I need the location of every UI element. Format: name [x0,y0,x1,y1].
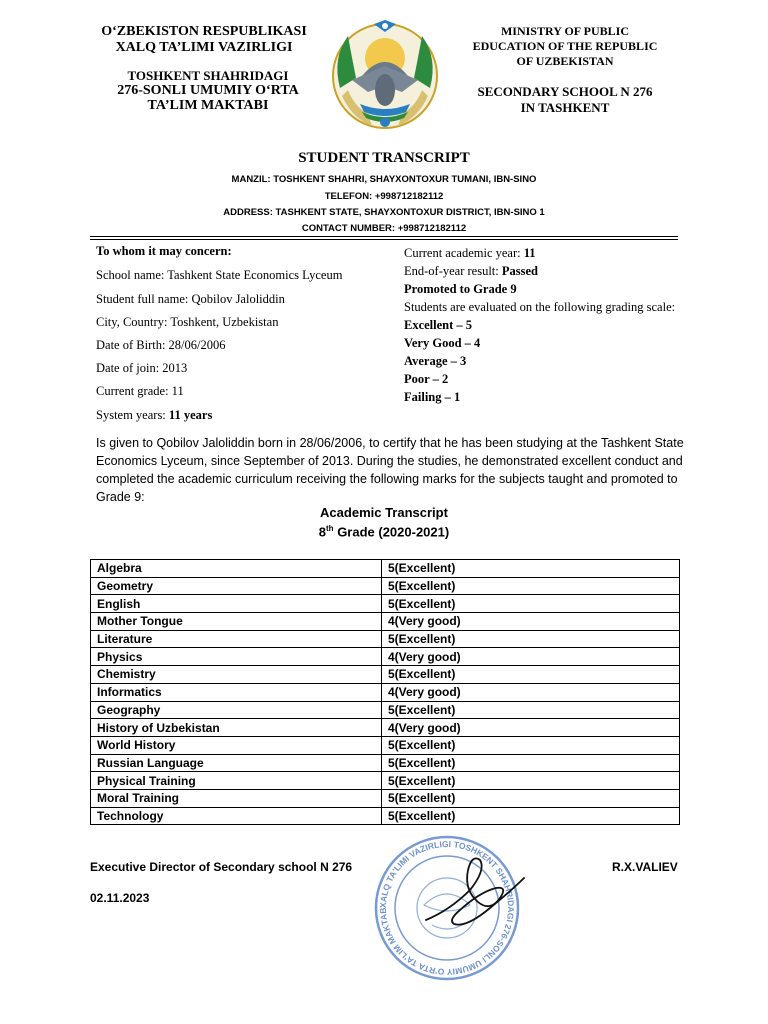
header-left-line4: 276-SONLI UMUMIY O‘RTA [117,83,299,98]
subject-cell: Geometry [91,577,382,595]
mark-cell: 5(Excellent) [382,630,680,648]
academic-year-value: 11 [523,246,536,260]
header-left-line5: TA’LIM MAKTABI [147,98,269,113]
greeting: To whom it may concern: [96,244,232,258]
grades-table [90,559,680,825]
mark-cell: 4(Very good) [382,613,680,631]
table-row [91,736,680,754]
table-row [91,577,680,595]
subject-cell: Physics [91,648,382,666]
header-left-school [92,68,324,113]
header-right-line1: MINISTRY OF PUBLIC [500,24,630,38]
signature-icon [420,850,530,930]
table-row [91,630,680,648]
student-name: Student full name: Qobilov Jaloliddin [96,292,285,306]
certification-paragraph: Is given to Qobilov Jaloliddin born in 28/06/2006, to certify that he has been studying at the Tashkent State Economics Lyceum, since September of 2013. During the studies, he demonstrated excellent conduct and completed the academic curriculum receiving the following marks for the subjects taught and promoted to Grade 9: [96,436,684,504]
date-of-join: Date of join: 2013 [96,361,188,375]
system-years-value: 11 years [168,408,213,422]
subject-cell: Mother Tongue [91,613,382,631]
scale-excellent: Excellent – 5 [404,318,473,332]
transcript-grade-year [0,524,768,539]
signatory-role: Executive Director of Secondary school N 276 [90,860,353,874]
subject-cell: Physical Training [91,772,382,790]
subject-cell: Chemistry [91,666,382,684]
header-left-line2: XALQ TA’LIMI VAZIRLIGI [115,40,293,55]
subject-cell: World History [91,736,382,754]
school-name: School name: Tashkent State Economics Lyceum [96,268,343,282]
header-right-line3: OF UZBEKISTAN [516,54,614,68]
grade-rest: Grade (2020-2021) [333,524,450,540]
grading-scale-intro: Students are evaluated on the following grading scale: [404,300,676,314]
year-result-label: End-of-year result: [404,264,502,278]
stamp-text: XALQ TA'LIMI VAZIRLIGI TOSHKENT SHAHRIDAGI 276-SONLI UMUMIY O'RTA TA'LIM MAKTAB [377,838,517,978]
system-years-label: System years: [96,408,169,422]
mark-cell: 5(Excellent) [382,577,680,595]
subject-cell: English [91,595,382,613]
subject-cell: Technology [91,807,382,825]
mark-cell: 5(Excellent) [382,772,680,790]
contact-number: CONTACT NUMBER: +998712182112 [301,223,467,234]
header-right-school [460,84,670,116]
table-row [91,719,680,737]
mark-cell: 5(Excellent) [382,736,680,754]
header-right-line5: IN TASHKENT [520,100,610,115]
signatory-name: R.X.VALIEV [612,860,678,874]
subject-cell: Russian Language [91,754,382,772]
phone-uz: TELEFON: +998712182112 [324,191,444,202]
mark-cell: 5(Excellent) [382,595,680,613]
scale-failing: Failing – 1 [404,390,461,404]
subject-cell: Algebra [91,560,382,578]
transcript-heading: Academic Transcript [320,505,448,520]
table-row [91,683,680,701]
year-result [404,262,694,280]
table-row [91,701,680,719]
address-uz: MANZIL: TOSHKENT SHAHRI, SHAYXONTOXUR TUMANI, IBN-SINO [231,174,537,185]
header-right-ministry [460,24,670,69]
mark-cell: 5(Excellent) [382,560,680,578]
document-title: STUDENT TRANSCRIPT [298,150,470,166]
state-emblem-icon [322,18,448,136]
mark-cell: 5(Excellent) [382,754,680,772]
header-divider [90,236,678,237]
table-row [91,789,680,807]
academic-year-label: Current academic year: [404,246,524,260]
scale-very-good: Very Good – 4 [404,336,481,350]
city-country: City, Country: Toshkent, Uzbekistan [96,315,279,329]
header-left-line3: TOSHKENT SHAHRIDAGI [127,68,289,83]
header-left-line1: O‘ZBEKISTON RESPUBLIKASI [101,24,307,39]
mark-cell: 4(Very good) [382,648,680,666]
table-row [91,807,680,825]
scale-average: Average – 3 [404,354,467,368]
address-en: ADDRESS: TASHKENT STATE, SHAYXONTOXUR DISTRICT, IBN-SINO 1 [223,207,545,218]
header-right-line4: SECONDARY SCHOOL N 276 [477,84,653,99]
table-row [91,560,680,578]
current-grade: Current grade: 11 [96,384,184,398]
subject-cell: History of Uzbekistan [91,719,382,737]
mark-cell: 4(Very good) [382,683,680,701]
table-row [91,666,680,684]
table-row [91,595,680,613]
subject-cell: Informatics [91,683,382,701]
year-result-value: Passed [501,264,539,278]
mark-cell: 5(Excellent) [382,789,680,807]
header-right-line2: EDUCATION OF THE REPUBLIC [472,39,658,53]
date-of-birth: Date of Birth: 28/06/2006 [96,338,226,352]
mark-cell: 5(Excellent) [382,807,680,825]
subject-cell: Geography [91,701,382,719]
issue-date: 02.11.2023 [90,891,150,905]
grade-suffix: th [326,524,334,533]
subject-cell: Moral Training [91,789,382,807]
table-row [91,772,680,790]
mark-cell: 5(Excellent) [382,666,680,684]
header-divider-thin [90,239,678,240]
academic-year [404,244,694,262]
promoted-text: Promoted to Grade 9 [404,282,517,296]
system-years [96,408,212,423]
table-row [91,648,680,666]
subject-cell: Literature [91,630,382,648]
grade-number: 8 [318,524,327,540]
scale-poor: Poor – 2 [404,372,449,386]
table-row [91,754,680,772]
header-left-ministry [88,24,320,56]
mark-cell: 4(Very good) [382,719,680,737]
status-column [404,244,694,406]
mark-cell: 5(Excellent) [382,701,680,719]
table-row [91,613,680,631]
